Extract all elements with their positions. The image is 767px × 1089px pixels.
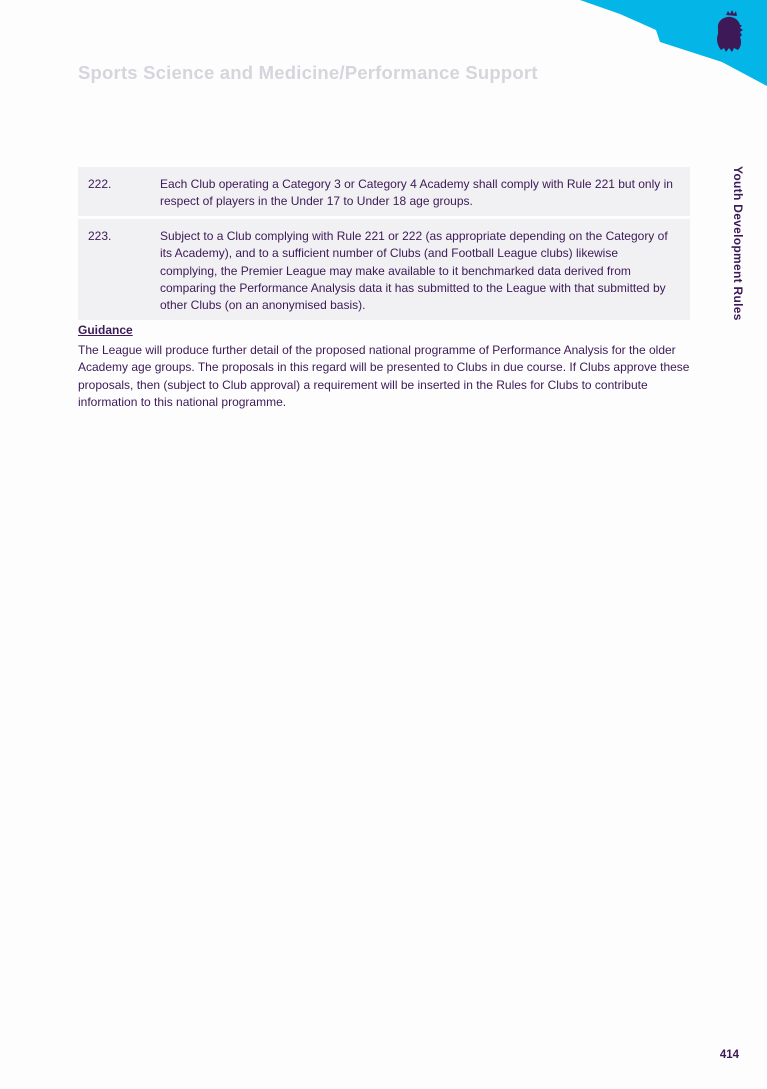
rule-row-223 xyxy=(78,219,690,320)
page-number: 414 xyxy=(719,1049,739,1061)
rule-text: Subject to a Club complying with Rule 221 or 222 (as appropriate depending on the Category of its Academy), and to a sufficient number of Clubs (and Football League clubs) likewise complying, the Premier League may make available to it benchmarked data derived from comparing the Performance Analysis data it has submitted to the League with that submitted by other Clubs (on an anonymised basis). xyxy=(160,228,668,313)
guidance-section xyxy=(78,323,694,411)
guidance-heading: Guidance xyxy=(78,323,133,337)
header-corner-graphic xyxy=(0,0,767,120)
rule-row-222 xyxy=(78,167,690,216)
rule-number: 223. xyxy=(88,228,112,243)
rule-text: Each Club operating a Category 3 or Category 4 Academy shall comply with Rule 221 but only in respect of players in the Under 17 to Under 18 age groups. xyxy=(160,177,673,209)
guidance-text: The League will produce further detail of the proposed national programme of Performance Analysis for the older Academy age groups. The proposals in this regard will be presented to Clubs in due course. If Clubs approve these proposals, then (subject to Club approval) a requirement will be inserted in the Rules for Clubs to contribute information to this national programme. xyxy=(78,343,690,409)
rule-number: 222. xyxy=(88,177,112,191)
side-tab-youth-development-rules: Youth Development Rules xyxy=(731,166,745,321)
rules-table xyxy=(78,167,690,320)
section-title: Sports Science and Medicine/Performance Support xyxy=(78,62,538,83)
